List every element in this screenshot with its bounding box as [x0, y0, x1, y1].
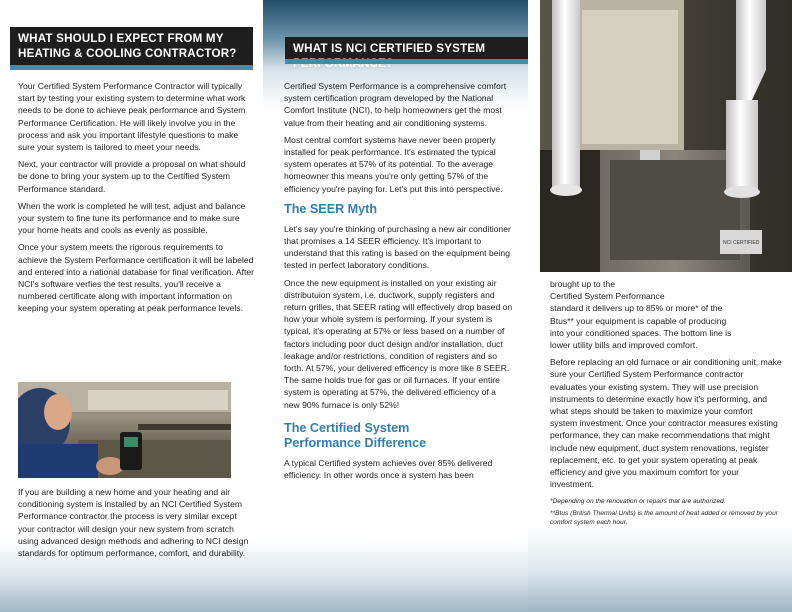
- right-panel: [528, 0, 792, 612]
- middle-panel: [263, 0, 528, 612]
- heading-accent-bar: [285, 59, 528, 64]
- paragraph-before-replacing: Before replacing an old furnace or air conditioning unit, make sure your Certified System Performance contractor evaluates your existing system. They will use precision instruments to determine exactly how it's performing, and what steps should be taken to maximize your comfort system investment. Once your contractor measures existing performance, they can make recommendations that might include new equipment, duct system renovations, register replacement, etc. to get your system operating at peak efficiency and give you maximum comfort for your investment.: [550, 357, 782, 490]
- left-panel: [0, 0, 263, 612]
- seer-myth-heading: The SEER Myth: [284, 201, 378, 216]
- paragraph-balance: When the work is completed he will test, adjust and balance your system to fine tune its performance and to make sure your home heats and cools as evenly as possible.: [18, 200, 246, 236]
- continuation-line-4: Btus** your equipment is capable of producing: [550, 315, 727, 326]
- paragraph-proposal: Next, your contractor will provide a proposal on what should be done to bring your system up to the Certified System Performance standard.: [18, 159, 246, 194]
- difference-heading: The Certified System Performance Difference: [284, 420, 427, 450]
- continuation-line-2: Certified System Performance: [550, 291, 665, 302]
- paragraph-85-percent: A typical Certified system achieves over 85% delivered efficiency. In other words once a system has been: [284, 457, 493, 481]
- furnace-photo: [540, 0, 792, 272]
- continuation-line-1: brought up to the: [550, 279, 615, 289]
- new-home-text: [18, 486, 254, 564]
- contractor-heading-text: WHAT SHOULD I EXPECT FROM MY HEATING & COOLING CONTRACTOR?: [18, 32, 237, 60]
- nci-heading-text: WHAT IS NCI CERTIFIED SYSTEM: [293, 42, 486, 55]
- nci-body: [284, 80, 514, 486]
- footnote-renovation: *Depending on the renovation or repairs that are authorized.: [550, 498, 726, 506]
- paragraph-program: Certified System Performance is a comprehensive comfort system certification program developed by the National Comfort Institute (NCI), to help homeowners get the most value from their heating and air conditioning systems.: [284, 81, 507, 128]
- paragraph-testing: Your Certified System Performance Contractor will typically start by testing your existing system to determine what work needs to be done to achieve peak performance and System Performance Certification. He will likely involve you in the process and ask you important lifestyle questions to make sure your system is tailored to meet your needs.: [18, 81, 246, 153]
- furnace-photo-art: [540, 0, 792, 272]
- continuation-lines: [550, 278, 782, 351]
- contractor-body: [18, 80, 254, 320]
- continuation-line-3: standard it delivers up to 85% or more* of the: [550, 303, 723, 314]
- contractor-heading: [10, 27, 253, 65]
- heading-accent-bar: [10, 65, 253, 70]
- continuation-line-6: lower utility bills and improved comfort.: [550, 340, 698, 351]
- continuation-line-5: into your conditioned spaces. The bottom line is: [550, 327, 732, 338]
- paragraph-seer-rating: Let's say you're thinking of purchasing a new air conditioner that promises a 14 SEER efficiency. It's important to understand that this rating is based on the equipment being tested in perfect laboratory conditions.: [284, 223, 511, 271]
- paragraph-seer-drop: Once the new equipment is installed on your existing air distributuion system, i.e. ductwork, supply registers and return grilles, that SEER rating will effectively drop based on how your whole system is performing. If your system is typical, it's operating at 57% or less based on a number of factors including poor duct design and/or installation, duct leakage and/or restrictions, condition of registers and so forth. At 57%, your delivered efficency is more like 8 SEER. The same holds true for gas or oil furnaces. If your entire system is operating at 57%, the delivered efficiency of a new 90% furnace is only 52%!: [284, 277, 513, 410]
- paragraph-new-home: If you are building a new home and your heating and air conditioning system is installed by an NCI Certified System Performance contractor the process is very similar except your contractor will design your new system from scratch using advanced design methods and adhering to NCI design standards for optimum performance, comfort, and durability.: [18, 487, 249, 559]
- paragraph-57-percent: Most central comfort systems have never been properly installed for peak performance. It's estimated the typical system operates at 57% of its potential. To the average homeowner this means you're only getting 57% of the efficiency you're paying for. Let's put this into perspective.: [284, 134, 503, 194]
- right-body: [550, 278, 782, 531]
- technician-photo-art: [18, 382, 231, 478]
- footnote-btus: **Btus (British Thermal Units) is the amount of heat added or removed by your comfort system each hour.: [550, 510, 778, 527]
- paragraph-certificate: Once your system meets the rigorous requirements to achieve the System Performance certification it will be labeled and entered into a national database for final verification. After NCI's software verfies the test results, you'll receive a numbered certificate along with important information on keeping your system operating at peak performance levels.: [18, 242, 255, 314]
- technician-photo: [18, 382, 231, 478]
- nci-heading: [285, 37, 528, 59]
- furnace-certified-label: NCI CERTIFIED: [723, 240, 760, 246]
